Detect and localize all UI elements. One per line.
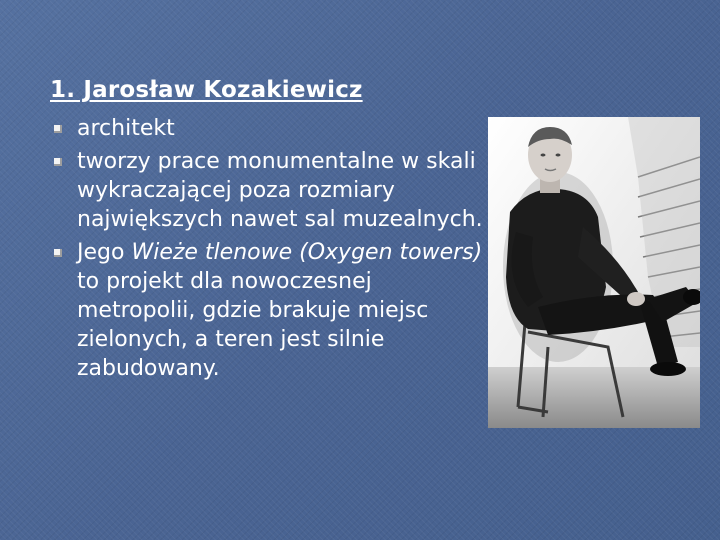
- bullet-text-italic: Wieże tlenowe (Oxygen towers): [131, 240, 483, 265]
- bullet-text: to projekt dla nowoczesnej metropolii, gdzie brakuje miejsc zielonych, a teren jest silnie zabudowany.: [77, 269, 429, 381]
- bullet-list: [50, 114, 490, 387]
- bullet-item: [50, 238, 490, 383]
- bullet-text: tworzy prace monumentalne w skali wykraczającej poza rozmiary największych nawet sal muzealnych.: [77, 149, 483, 232]
- bullet-item: [50, 147, 490, 234]
- square-bullet-icon: [54, 158, 62, 166]
- bullet-text: Jego: [77, 240, 132, 265]
- bullet-text: architekt: [77, 116, 175, 141]
- portrait-illustration: [488, 117, 700, 428]
- portrait-photo: [488, 117, 700, 428]
- square-bullet-icon: [54, 125, 62, 133]
- bullet-item: [50, 114, 490, 143]
- slide-title: 1. Jarosław Kozakiewicz: [50, 77, 363, 103]
- square-bullet-icon: [54, 249, 62, 257]
